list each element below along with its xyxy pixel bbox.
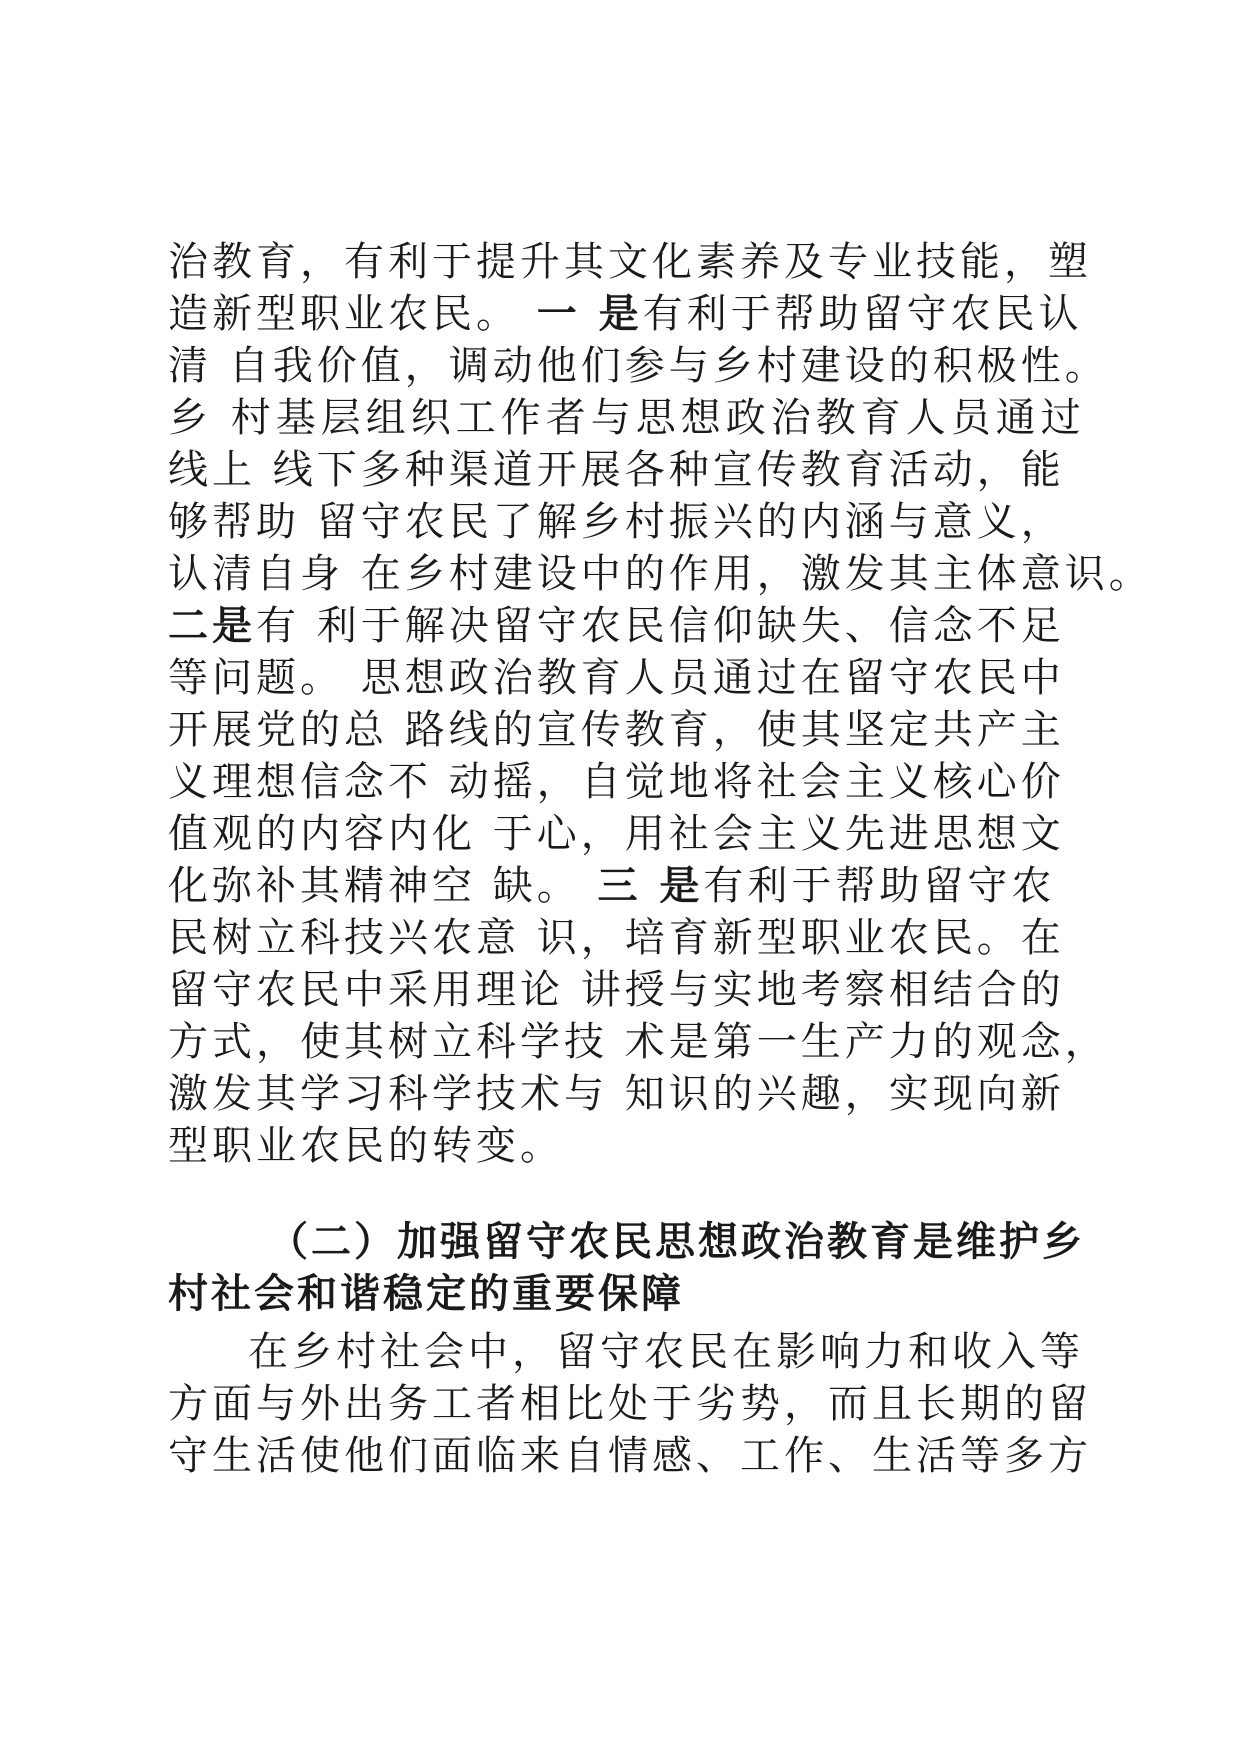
body-line: 守生活使他们面临来自情感、工作、生活等多方 — [168, 1433, 1092, 1479]
body-line: 方式，使其树立科学技 术是第一生产力的观念， — [168, 1019, 1109, 1065]
body-line: 治教育，有利于提升其文化素养及专业技能，塑 — [168, 239, 1092, 285]
emphasis-first: 一 是 — [536, 290, 643, 337]
body-line: 义理想信念不 动摇，自觉地将社会主义核心价 — [168, 759, 1065, 805]
body-line: 二是有 利于解决留守农民信仰缺失、信念不足 — [168, 602, 1065, 649]
body-line: 方面与外出务工者相比处于劣势，而且长期的留 — [168, 1381, 1092, 1427]
emphasis-third: 三 是 — [597, 862, 704, 909]
body-line: 造新型职业农民。 一 是有利于帮助留守农民认 — [168, 290, 1083, 337]
body-line: 清 自我价值，调动他们参与乡村建设的积极性。 — [168, 343, 1109, 389]
body-line: 够帮助 留守农民了解乡村振兴的内涵与意义， — [168, 499, 1065, 545]
section-heading-line-1: （二）加强留守农民思想政治教育是维护乡 — [268, 1218, 1085, 1265]
body-line: 留守农民中采用理论 讲授与实地考察相结合的 — [168, 967, 1065, 1013]
body-line: 在乡村社会中，留守农民在影响力和收入等 — [248, 1329, 1084, 1375]
body-line: 开展党的总 路线的宣传教育，使其坚定共产主 — [168, 707, 1065, 753]
emphasis-second: 二是 — [168, 602, 256, 649]
body-line: 线上 线下多种渠道开展各种宣传教育活动，能 — [168, 447, 1065, 493]
body-line: 乡 村基层组织工作者与思想政治教育人员通过 — [168, 395, 1086, 441]
body-line: 认清自身 在乡村建设中的作用，激发其主体意识。 — [168, 551, 1153, 597]
body-line: 值观的内容内化 于心，用社会主义先进思想文 — [168, 811, 1065, 857]
body-line: 等问题。 思想政治教育人员通过在留守农民中 — [168, 655, 1065, 701]
body-line: 型职业农民的转变。 — [168, 1123, 564, 1169]
section-heading-line-2: 村社会和谐稳定的重要保障 — [168, 1270, 684, 1317]
body-line: 激发其学习科学技术与 知识的兴趣，实现向新 — [168, 1071, 1065, 1117]
body-line: 化弥补其精神空 缺。 三 是有利于帮助留守农 — [168, 862, 1056, 909]
body-line: 民树立科技兴农意 识，培育新型职业农民。在 — [168, 915, 1065, 961]
